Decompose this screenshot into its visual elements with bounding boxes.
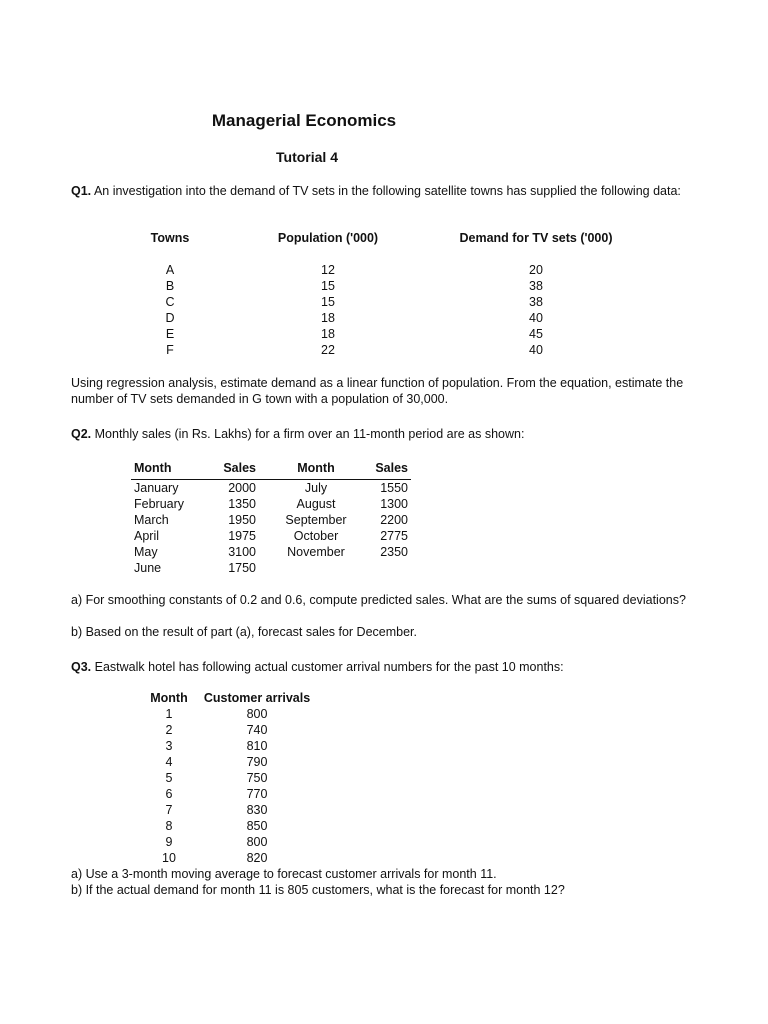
q2-header-month-2: Month [297,461,335,475]
month-cell: January [134,481,179,495]
table-row [131,480,411,496]
table-row [100,294,660,310]
q1-header-demand: Demand for TV sets ('000) [459,231,613,245]
q3-table-header [140,690,360,706]
arrivals-cell: 800 [246,707,268,721]
town-cell: F [166,343,174,357]
q2-intro [71,426,711,442]
sales-cell: 1550 [380,481,408,495]
population-cell: 15 [321,279,335,293]
month-cell: June [134,561,162,575]
demand-cell: 40 [529,311,543,325]
q2-header-sales-2: Sales [375,461,408,475]
sales-cell: 1750 [228,561,256,575]
population-cell: 15 [321,295,335,309]
population-cell: 12 [321,263,335,277]
table-row [140,834,360,850]
table-row [100,326,660,342]
q1-task: Using regression analysis, estimate demand as a linear function of population. From the equation, estimate the number of TV sets demanded in G town with a population of 30,000. [71,376,684,406]
town-cell: D [165,311,175,325]
arrivals-cell: 820 [246,851,268,865]
demand-cell: 20 [529,263,543,277]
table-row [140,770,360,786]
month-cell: 3 [165,739,173,753]
q3-task-a: a) Use a 3-month moving average to forecast customer arrivals for month 11. [71,867,497,881]
q1-table-header [100,230,660,246]
arrivals-cell: 750 [246,771,268,785]
q3-header-arrivals: Customer arrivals [203,691,311,705]
q2-intro-text: Monthly sales (in Rs. Lakhs) for a firm over an 11-month period are as shown: [91,427,525,441]
q1-table [100,230,660,358]
q3-intro-text: Eastwalk hotel has following actual customer arrival numbers for the past 10 months: [91,660,564,674]
sales-cell: 1300 [380,497,408,511]
sales-cell: 3100 [228,545,256,559]
sales-cell: 2775 [380,529,408,543]
sales-cell: 2350 [380,545,408,559]
table-row [140,818,360,834]
town-cell: A [165,263,175,277]
month-cell: 6 [165,787,173,801]
month-cell: 9 [165,835,173,849]
document-subtitle: Tutorial 4 [276,149,338,165]
q3-task-b: b) If the actual demand for month 11 is 805 customers, what is the forecast for month 12? [71,883,565,897]
month-cell: 4 [165,755,173,769]
arrivals-cell: 790 [246,755,268,769]
month-cell: 7 [165,803,173,817]
q2-table-header [131,460,411,480]
q1-intro-text: An investigation into the demand of TV sets in the following satellite towns has supplied the following data: [91,184,681,198]
table-row [140,722,360,738]
month-cell: 10 [162,851,176,865]
table-row [100,262,660,278]
q3-header-month: Month [150,691,188,705]
table-row [131,560,411,576]
arrivals-cell: 770 [246,787,268,801]
month-cell: September [285,513,347,527]
town-cell: E [165,327,175,341]
table-row [131,496,411,512]
table-row [100,278,660,294]
month-cell: March [134,513,169,527]
month-cell: February [134,497,185,511]
arrivals-cell: 830 [246,803,268,817]
month-cell [266,560,366,576]
month-cell: October [293,529,339,543]
month-cell: 1 [165,707,173,721]
month-cell: 8 [165,819,173,833]
population-cell: 22 [321,343,335,357]
sales-cell: 1350 [228,497,256,511]
sales-cell: 1975 [228,529,256,543]
sales-cell: 2000 [228,481,256,495]
q3-label: Q3. [71,660,92,674]
table-row [140,706,360,722]
arrivals-cell: 740 [246,723,268,737]
population-cell: 18 [321,327,335,341]
month-cell: August [296,497,336,511]
arrivals-cell: 800 [246,835,268,849]
table-row [140,802,360,818]
q2-task-a: a) For smoothing constants of 0.2 and 0.6, compute predicted sales. What are the sums of squared deviations? [71,593,686,607]
town-cell: B [165,279,175,293]
sales-cell [366,560,408,576]
town-cell: C [165,295,175,309]
q3-intro [71,659,711,675]
table-row [100,310,660,326]
q1-label: Q1. [71,184,92,198]
demand-cell: 45 [529,327,543,341]
table-row [131,512,411,528]
month-cell: April [134,529,160,543]
document-title: Managerial Economics [211,111,397,130]
month-cell: May [134,545,158,559]
population-cell: 18 [321,311,335,325]
month-cell: 2 [165,723,173,737]
q1-header-towns: Towns [150,231,190,245]
month-cell: July [304,481,328,495]
q2-table [131,460,411,576]
sales-cell: 2200 [380,513,408,527]
table-row [100,342,660,358]
month-cell: 5 [165,771,173,785]
q2-label: Q2. [71,427,92,441]
table-row [140,850,360,866]
table-row [131,544,411,560]
sales-cell: 1950 [228,513,256,527]
q2-task-b: b) Based on the result of part (a), forecast sales for December. [71,625,417,639]
q1-header-population: Population ('000) [277,231,379,245]
table-row [140,738,360,754]
arrivals-cell: 810 [246,739,268,753]
demand-cell: 38 [529,279,543,293]
demand-cell: 40 [529,343,543,357]
demand-cell: 38 [529,295,543,309]
q1-intro [71,183,711,199]
q3-table [140,690,360,866]
table-row [140,754,360,770]
arrivals-cell: 850 [246,819,268,833]
table-row [131,528,411,544]
month-cell: November [287,545,345,559]
table-row [140,786,360,802]
q2-header-sales: Sales [223,461,256,475]
q2-header-month: Month [134,461,172,475]
